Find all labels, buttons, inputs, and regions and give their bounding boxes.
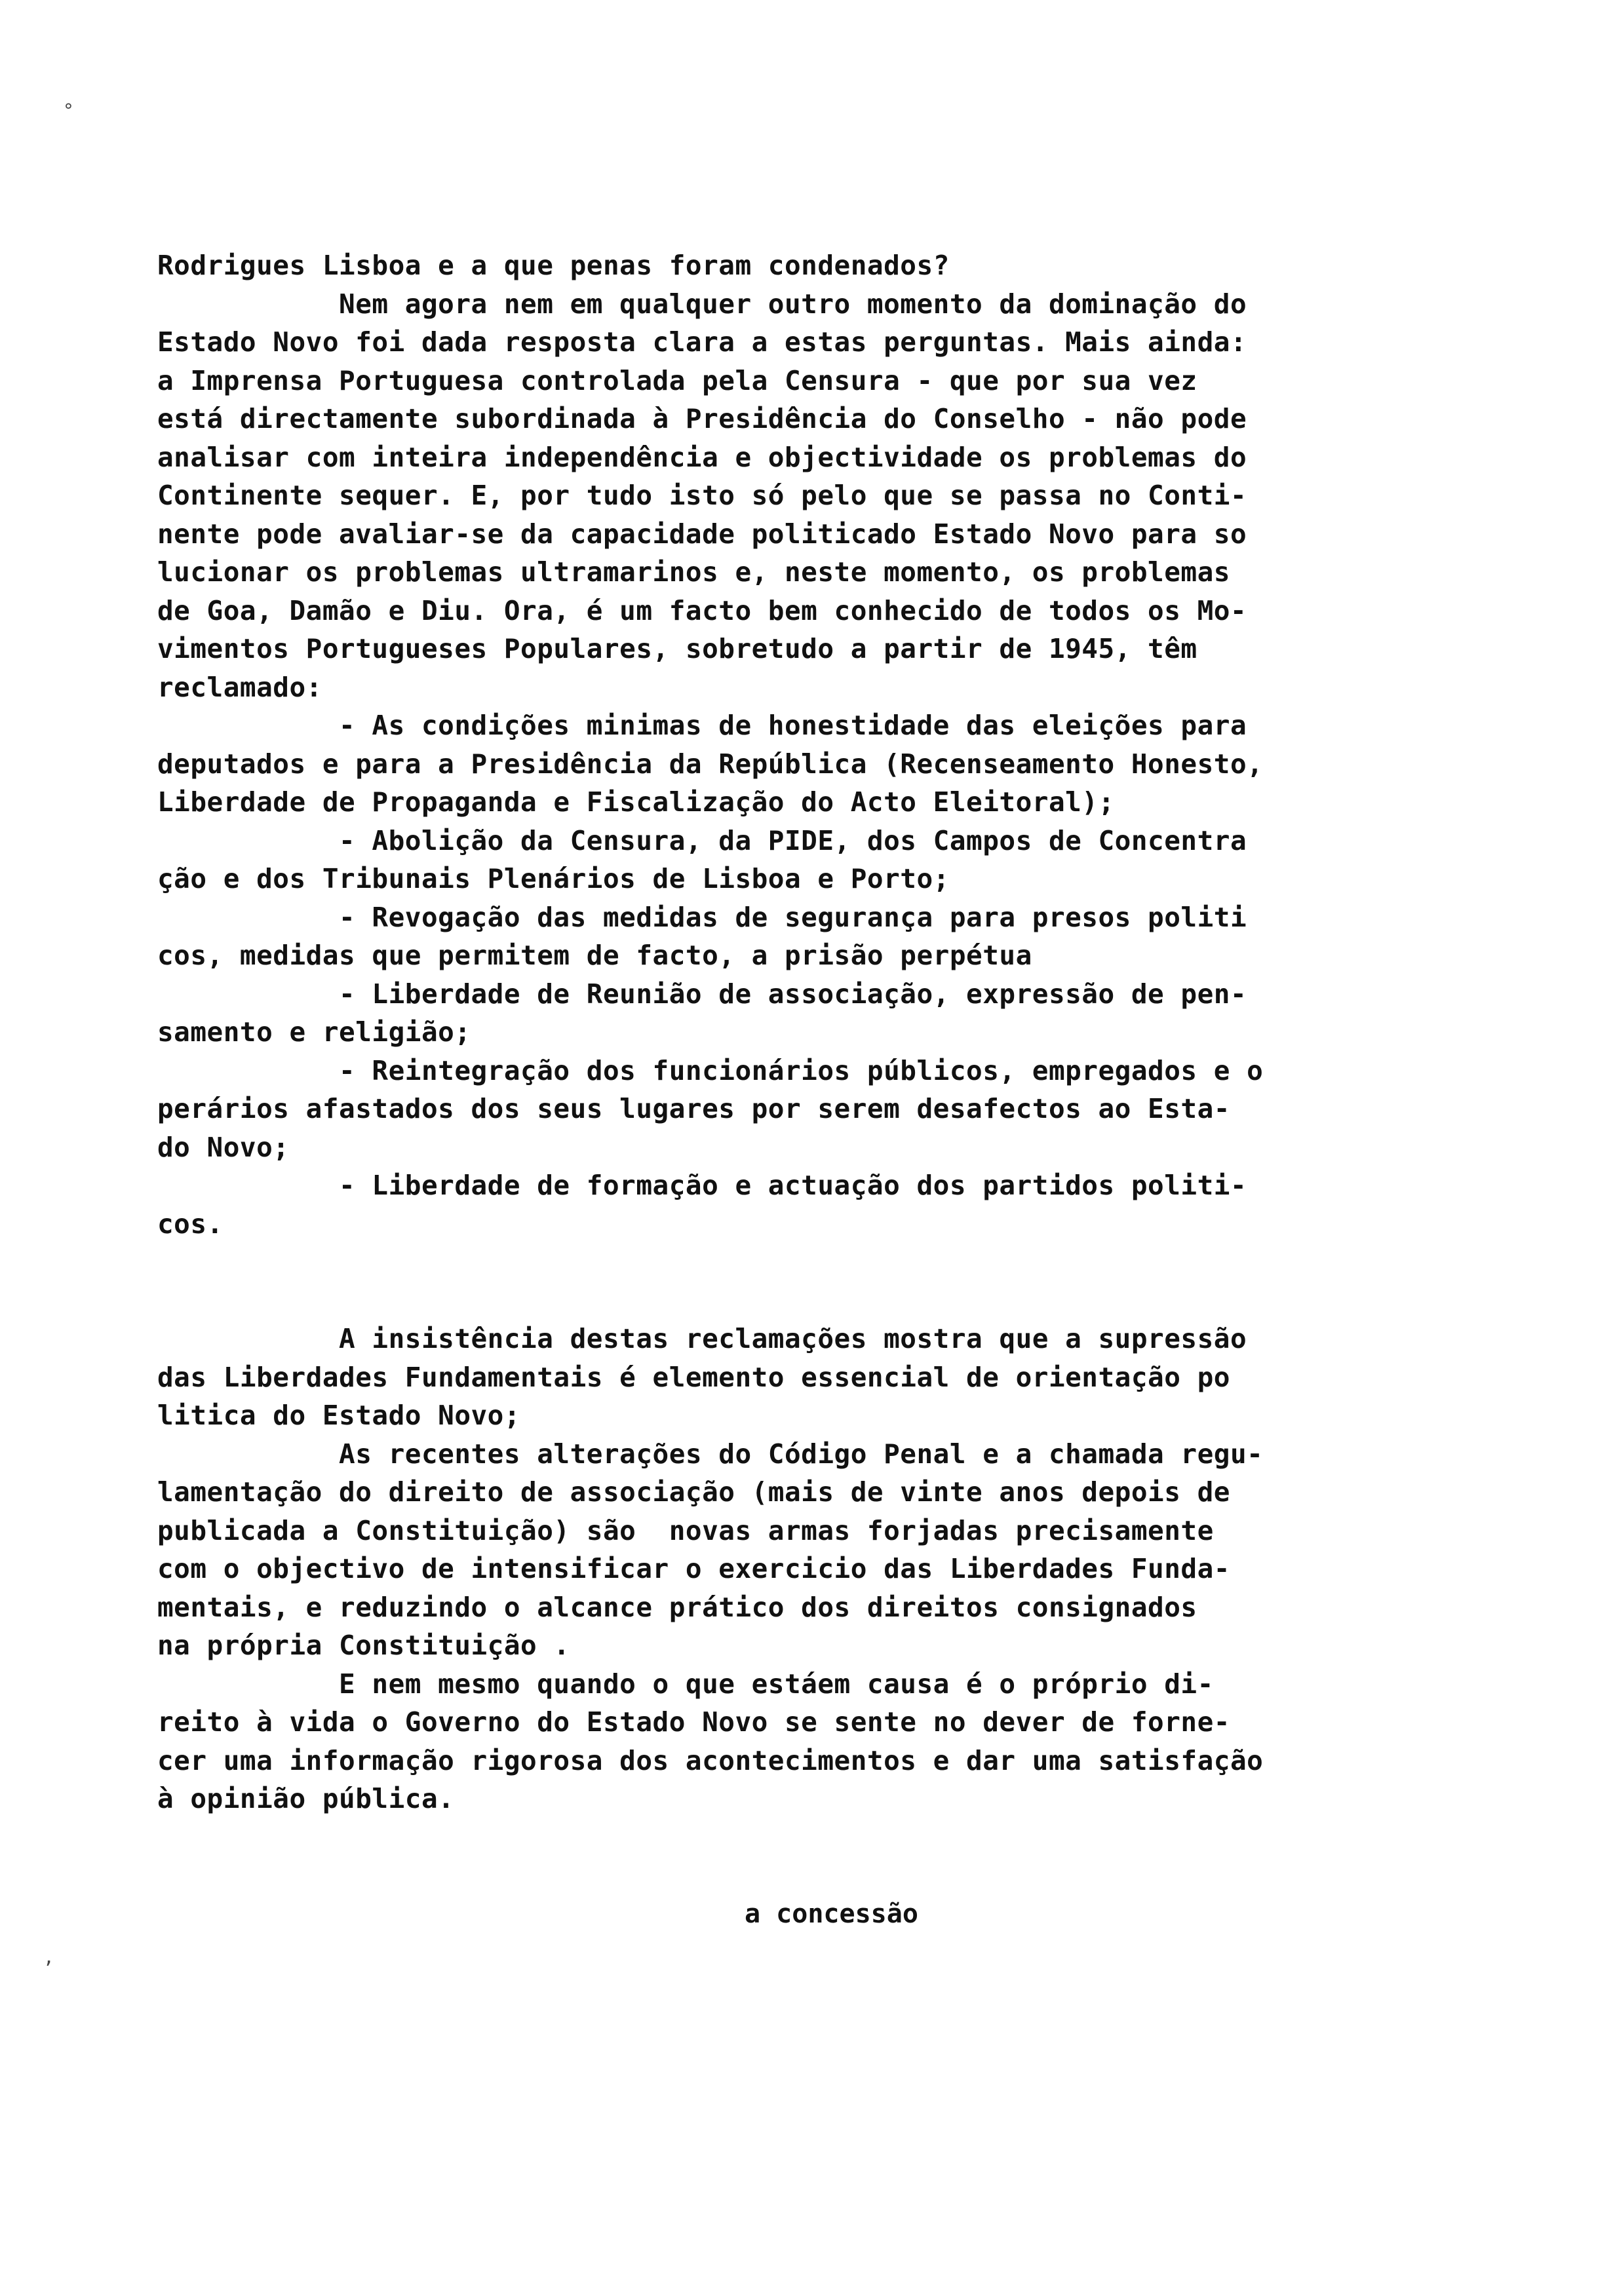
text-line: A insistência destas reclamações mostra que a supressão [157,1323,1247,1354]
text-line: lamentação do direito de associação (mais de vinte anos depois de [157,1476,1230,1508]
text-line: a Imprensa Portuguesa controlada pela Censura - que por sua vez [157,364,1197,396]
text-line: à opinião pública. [157,1783,455,1814]
text-line: E nem mesmo quando o que estáem causa é o próprio di- [157,1668,1214,1700]
overstrike-text: a concessão [745,1899,918,1929]
text-line: com o objectivo de intensificar o exercicio das Liberdades Funda- [157,1553,1230,1584]
text-line: ção e dos Tribunais Plenários de Lisboa e Porto; [157,863,950,894]
text-line: As recentes alterações do Código Penal e a chamada regu- [157,1438,1264,1470]
text-line: litica do Estado Novo; [157,1400,521,1431]
text-line: das Liberdades Fundamentais é elemento essencial de orientação po [157,1361,1230,1393]
text-line: está directamente subordinada à Presidência do Conselho - não pode [157,403,1247,434]
text-line: perários afastados dos seus lugares por serem desafectos ao Esta- [157,1093,1230,1124]
text-line: analisar com inteira independência e objectividade os problemas do [157,441,1247,473]
text-line: cer uma informação rigorosa dos acontecimentos e dar uma satisfação [157,1744,1264,1776]
text-line: de Goa, Damão e Diu. Ora, é um facto bem conhecido de todos os Mo- [157,594,1247,626]
text-line: publicada a Constituição) são novas armas forjadas precisamente [157,1514,1214,1546]
text-line: Continente sequer. E, por tudo isto só pelo que se passa no Conti- [157,480,1247,511]
text-line: deputados e para a Presidência da República (Recenseamento Honesto, [157,748,1264,780]
text-line: vimentos Portugueses Populares, sobretudo a partir de 1945, têm [157,633,1197,664]
text-line [157,1243,1494,1282]
text-line [157,1282,1494,1320]
text-line: cos. [157,1208,224,1240]
text-line: Estado Novo foi dada resposta clara a estas perguntas. Mais ainda: [157,326,1247,358]
text-line: cos, medidas que permitem de facto, a prisão perpétua [157,940,1032,971]
text-line: na própria Constituição . [157,1630,570,1661]
text-line: Liberdade de Propaganda e Fiscalização do Acto Eleitoral); [157,786,1115,818]
text-line: - Reintegração dos funcionários públicos, empregados e o [157,1054,1264,1086]
text-line: lucionar os problemas ultramarinos e, neste momento, os problemas [157,556,1230,588]
text-line: - As condições minimas de honestidade das eleições para [157,710,1247,741]
text-line: samento e religião; [157,1016,471,1048]
text-line: Nem agora nem em qualquer outro momento da dominação do [157,288,1247,320]
margin-mark: ° [63,100,74,121]
text-line: mentais, e reduzindo o alcance prático dos direitos consignados [157,1591,1197,1623]
document-body [157,246,1494,1818]
text-line: - Liberdade de Reunião de associação, expressão de pen- [157,978,1247,1010]
text-line: reclamado: [157,671,322,703]
text-line: - Revogação das medidas de segurança para presos politi [157,901,1247,933]
text-line: Rodrigues Lisboa e a que penas foram condenados? [157,250,950,281]
text-line: reito à vida o Governo do Estado Novo se sente no dever de forne- [157,1706,1230,1738]
text-line: - Liberdade de formação e actuação dos partidos politi- [157,1170,1247,1201]
text-line: do Novo; [157,1131,290,1163]
text-line: nente pode avaliar-se da capacidade politicado Estado Novo para so [157,518,1247,550]
text-line: - Abolição da Censura, da PIDE, dos Campos de Concentra [157,824,1247,856]
margin-mark: , [43,1946,54,1968]
